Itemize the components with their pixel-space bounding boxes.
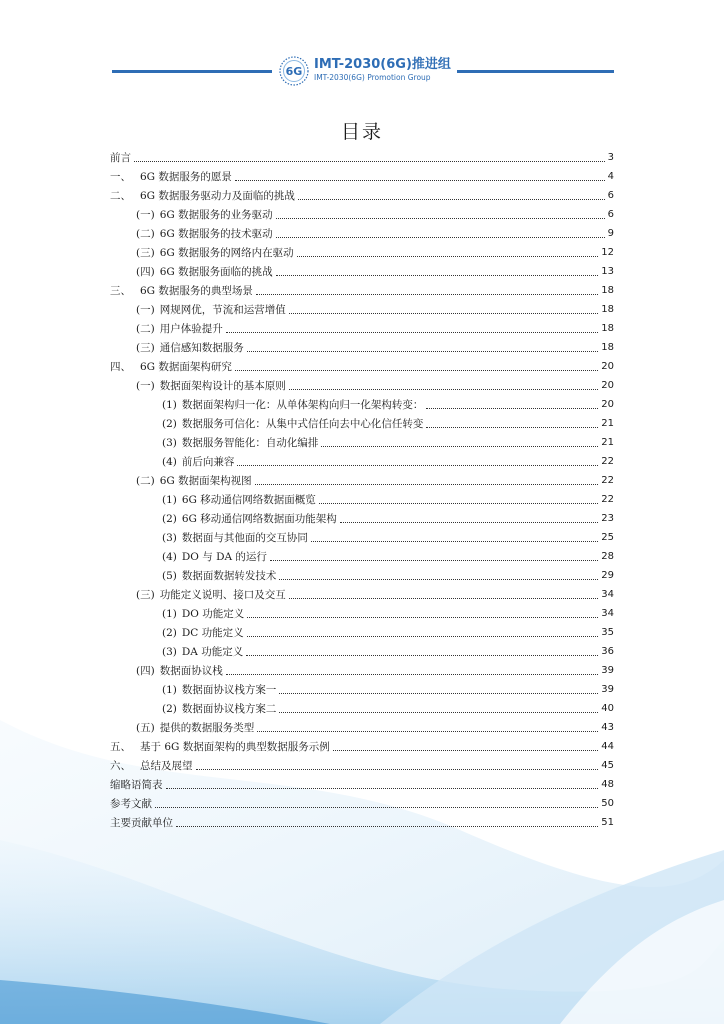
toc-entry[interactable] xyxy=(110,507,614,526)
toc-entry-title: 6G 数据面架构研究 xyxy=(140,361,232,373)
toc-entry[interactable] xyxy=(110,488,614,507)
toc-entry-number: (四) xyxy=(136,266,155,278)
toc-entry-title: 6G 数据服务的网络内在驱动 xyxy=(159,247,294,259)
toc-entry-page: 18 xyxy=(601,342,614,353)
toc-entry-page: 20 xyxy=(601,399,614,410)
toc-entry-page: 20 xyxy=(601,380,614,391)
toc-entry-title: 功能定义说明、接口及交互 xyxy=(159,589,286,601)
toc-entry-title: 6G 数据服务的技术驱动 xyxy=(159,228,273,240)
logo-text: 6G xyxy=(285,65,303,78)
toc-entry-number: 六、 xyxy=(110,760,131,772)
toc-leader-dots xyxy=(276,275,599,276)
toc-entry-title: 用户体验提升 xyxy=(159,323,223,335)
imt2030-logo-icon xyxy=(278,55,310,87)
toc-leader-dots xyxy=(279,693,598,694)
toc-entry-page: 18 xyxy=(601,304,614,315)
toc-entry-page: 35 xyxy=(601,627,614,638)
toc-leader-dots xyxy=(279,712,598,713)
toc-entry-page: 44 xyxy=(601,741,614,752)
toc-leader-dots xyxy=(321,446,598,447)
toc-entry-number: (1) xyxy=(162,494,177,506)
toc-leader-dots xyxy=(235,180,605,181)
toc-entry-page: 39 xyxy=(601,684,614,695)
toc-entry-page: 45 xyxy=(601,760,614,771)
toc-entry-page: 43 xyxy=(601,722,614,733)
toc-entry-number: (三) xyxy=(136,342,155,354)
toc-leader-dots xyxy=(333,750,599,751)
header-rule-right xyxy=(457,70,614,73)
toc-entry[interactable] xyxy=(110,203,614,222)
toc-entry[interactable] xyxy=(110,773,614,792)
toc-entry-number: (1) xyxy=(162,399,177,411)
toc-leader-dots xyxy=(311,541,598,542)
toc-entry-title: 数据面架构归一化：从单体架构向归一化架构转变： xyxy=(181,399,424,411)
toc-entry-title: 6G 数据面架构视图 xyxy=(159,475,252,487)
toc-entry-title: 数据面协议栈方案二 xyxy=(181,703,277,715)
toc-entry[interactable] xyxy=(110,469,614,488)
toc-entry[interactable] xyxy=(110,735,614,754)
toc-entry-number: (4) xyxy=(162,551,177,563)
toc-leader-dots xyxy=(297,256,599,257)
toc-entry-title: DA 功能定义 xyxy=(181,646,244,658)
toc-entry[interactable] xyxy=(110,716,614,735)
toc-entry-title: 6G 数据服务驱动力及面临的挑战 xyxy=(140,190,295,202)
toc-entry-page: 36 xyxy=(601,646,614,657)
toc-leader-dots xyxy=(276,218,605,219)
toc-entry-number: (一) xyxy=(136,304,155,316)
toc-entry-title: 主要贡献单位 xyxy=(110,817,173,829)
toc-leader-dots xyxy=(426,427,598,428)
toc-entry-title: DO 与 DA 的运行 xyxy=(181,551,267,563)
toc-leader-dots xyxy=(319,503,598,504)
page-title: 目录 xyxy=(340,121,383,143)
toc-leader-dots xyxy=(289,389,599,390)
org-name-en: IMT-2030(6G) Promotion Group xyxy=(314,73,431,82)
toc-entry[interactable] xyxy=(110,165,614,184)
toc-entry-title: 提供的数据服务类型 xyxy=(159,722,255,734)
toc-entry-title: 6G 数据服务的愿景 xyxy=(140,171,232,183)
toc-leader-dots xyxy=(176,826,598,827)
toc-entry[interactable] xyxy=(110,374,614,393)
toc-entry-title: 6G 数据服务的典型场景 xyxy=(140,285,253,297)
toc-entry[interactable] xyxy=(110,412,614,431)
toc-entry[interactable] xyxy=(110,697,614,716)
toc-leader-dots xyxy=(276,237,605,238)
toc-entry[interactable] xyxy=(110,355,614,374)
table-of-contents xyxy=(110,146,614,830)
toc-entry-page: 34 xyxy=(601,589,614,600)
toc-entry-number: (二) xyxy=(136,323,155,335)
toc-entry[interactable] xyxy=(110,241,614,260)
toc-leader-dots xyxy=(340,522,598,523)
toc-entry[interactable] xyxy=(110,450,614,469)
toc-leader-dots xyxy=(226,674,599,675)
toc-entry[interactable] xyxy=(110,336,614,355)
toc-entry-page: 6 xyxy=(607,209,614,220)
toc-entry-title: 总结及展望 xyxy=(140,760,193,772)
toc-entry-page: 39 xyxy=(601,665,614,676)
toc-entry-title: 6G 移动通信网络数据面功能架构 xyxy=(181,513,337,525)
toc-leader-dots xyxy=(426,408,598,409)
toc-entry-page: 51 xyxy=(601,817,614,828)
toc-entry[interactable] xyxy=(110,298,614,317)
toc-entry-title: 前后向兼容 xyxy=(181,456,235,468)
org-name: IMT-2030(6G)推进组 xyxy=(314,57,451,72)
toc-entry-page: 13 xyxy=(601,266,614,277)
toc-entry-number: (五) xyxy=(136,722,155,734)
toc-leader-dots xyxy=(246,655,598,656)
toc-entry-number: (3) xyxy=(162,532,177,544)
toc-leader-dots xyxy=(256,294,598,295)
toc-entry[interactable] xyxy=(110,184,614,203)
toc-entry-title: 数据服务可信化：从集中式信任向去中心化信任转变 xyxy=(181,418,424,430)
toc-entry-page: 22 xyxy=(601,494,614,505)
toc-entry-number: 四、 xyxy=(110,361,131,373)
toc-leader-dots xyxy=(226,332,599,333)
toc-leader-dots xyxy=(247,351,599,352)
toc-entry-number: (四) xyxy=(136,665,155,677)
toc-entry-number: (二) xyxy=(136,228,155,240)
toc-entry-page: 40 xyxy=(601,703,614,714)
toc-entry-number: (4) xyxy=(162,456,177,468)
toc-entry-title: 数据服务智能化：自动化编排 xyxy=(181,437,319,449)
toc-entry-title: 数据面架构设计的基本原则 xyxy=(159,380,286,392)
toc-entry[interactable] xyxy=(110,545,614,564)
toc-entry-number: 三、 xyxy=(110,285,131,297)
toc-entry-page: 50 xyxy=(601,798,614,809)
toc-entry-number: (一) xyxy=(136,380,155,392)
toc-entry[interactable] xyxy=(110,222,614,241)
toc-entry-number: (3) xyxy=(162,437,177,449)
toc-entry-number: 二、 xyxy=(110,190,131,202)
toc-leader-dots xyxy=(247,617,598,618)
toc-entry-title: 基于 6G 数据面架构的典型数据服务示例 xyxy=(140,741,330,753)
toc-entry-title: 数据面与其他面的交互协同 xyxy=(181,532,308,544)
toc-leader-dots xyxy=(289,598,599,599)
toc-entry-title: 通信感知数据服务 xyxy=(159,342,244,354)
toc-entry-number: (三) xyxy=(136,589,155,601)
toc-entry-number: (2) xyxy=(162,703,177,715)
toc-entry[interactable] xyxy=(110,659,614,678)
toc-entry[interactable] xyxy=(110,431,614,450)
toc-entry-number: (2) xyxy=(162,418,177,430)
toc-entry-title: 参考文献 xyxy=(110,798,152,810)
toc-entry[interactable] xyxy=(110,678,614,697)
toc-entry-page: 20 xyxy=(601,361,614,372)
toc-entry[interactable] xyxy=(110,260,614,279)
toc-entry-number: (1) xyxy=(162,684,177,696)
toc-entry[interactable] xyxy=(110,792,614,811)
toc-entry[interactable] xyxy=(110,754,614,773)
toc-entry-title: 缩略语简表 xyxy=(110,779,163,791)
toc-entry[interactable] xyxy=(110,811,614,830)
toc-entry-title: 6G 数据服务面临的挑战 xyxy=(159,266,273,278)
toc-leader-dots xyxy=(155,807,598,808)
toc-entry[interactable] xyxy=(110,279,614,298)
toc-leader-dots xyxy=(270,560,598,561)
toc-entry[interactable] xyxy=(110,317,614,336)
toc-entry-page: 18 xyxy=(601,323,614,334)
toc-entry[interactable] xyxy=(110,393,614,412)
toc-leader-dots xyxy=(196,769,599,770)
toc-entry-number: (2) xyxy=(162,627,177,639)
toc-leader-dots xyxy=(289,313,599,314)
toc-entry[interactable] xyxy=(110,564,614,583)
toc-entry-title: DO 功能定义 xyxy=(181,608,245,620)
toc-entry-title: 6G 数据服务的业务驱动 xyxy=(159,209,273,221)
toc-entry-number: (3) xyxy=(162,646,177,658)
toc-entry-page: 3 xyxy=(607,152,614,163)
toc-entry-title: 网规网优，节流和运营增值 xyxy=(159,304,286,316)
toc-entry[interactable] xyxy=(110,583,614,602)
toc-leader-dots xyxy=(134,161,605,162)
toc-leader-dots xyxy=(166,788,599,789)
toc-entry-number: (三) xyxy=(136,247,155,259)
toc-entry[interactable] xyxy=(110,526,614,545)
toc-leader-dots xyxy=(237,465,598,466)
toc-entry[interactable] xyxy=(110,602,614,621)
header-rule-left xyxy=(112,70,272,73)
toc-entry[interactable] xyxy=(110,621,614,640)
toc-leader-dots xyxy=(255,484,599,485)
toc-entry-page: 25 xyxy=(601,532,614,543)
toc-entry-number: (二) xyxy=(136,475,155,487)
toc-entry-number: (5) xyxy=(162,570,177,582)
toc-leader-dots xyxy=(257,731,598,732)
toc-entry-page: 48 xyxy=(601,779,614,790)
toc-entry-title: 数据面协议栈方案一 xyxy=(181,684,277,696)
toc-entry-title: 数据面协议栈 xyxy=(159,665,223,677)
toc-entry-page: 28 xyxy=(601,551,614,562)
toc-leader-dots xyxy=(298,199,605,200)
toc-entry-page: 22 xyxy=(601,475,614,486)
toc-entry-page: 4 xyxy=(607,171,614,182)
toc-entry-title: 数据面数据转发技术 xyxy=(181,570,277,582)
toc-entry[interactable] xyxy=(110,640,614,659)
header-brand xyxy=(314,57,451,83)
toc-entry-number: (一) xyxy=(136,209,155,221)
toc-entry-page: 22 xyxy=(601,456,614,467)
toc-entry-page: 21 xyxy=(601,437,614,448)
toc-entry-page: 23 xyxy=(601,513,614,524)
toc-entry-page: 29 xyxy=(601,570,614,581)
toc-entry-page: 9 xyxy=(607,228,614,239)
toc-entry-page: 18 xyxy=(601,285,614,296)
toc-entry-title: 前言 xyxy=(110,152,131,164)
toc-entry-title: DC 功能定义 xyxy=(181,627,244,639)
toc-leader-dots xyxy=(247,636,599,637)
toc-entry-number: (1) xyxy=(162,608,177,620)
toc-leader-dots xyxy=(235,370,598,371)
toc-entry-page: 6 xyxy=(607,190,614,201)
toc-entry-page: 12 xyxy=(601,247,614,258)
toc-entry-page: 21 xyxy=(601,418,614,429)
toc-entry[interactable] xyxy=(110,146,614,165)
toc-entry-number: 一、 xyxy=(110,171,131,183)
toc-entry-title: 6G 移动通信网络数据面概览 xyxy=(181,494,316,506)
toc-entry-number: 五、 xyxy=(110,741,131,753)
toc-entry-page: 34 xyxy=(601,608,614,619)
toc-entry-number: (2) xyxy=(162,513,177,525)
toc-leader-dots xyxy=(279,579,598,580)
